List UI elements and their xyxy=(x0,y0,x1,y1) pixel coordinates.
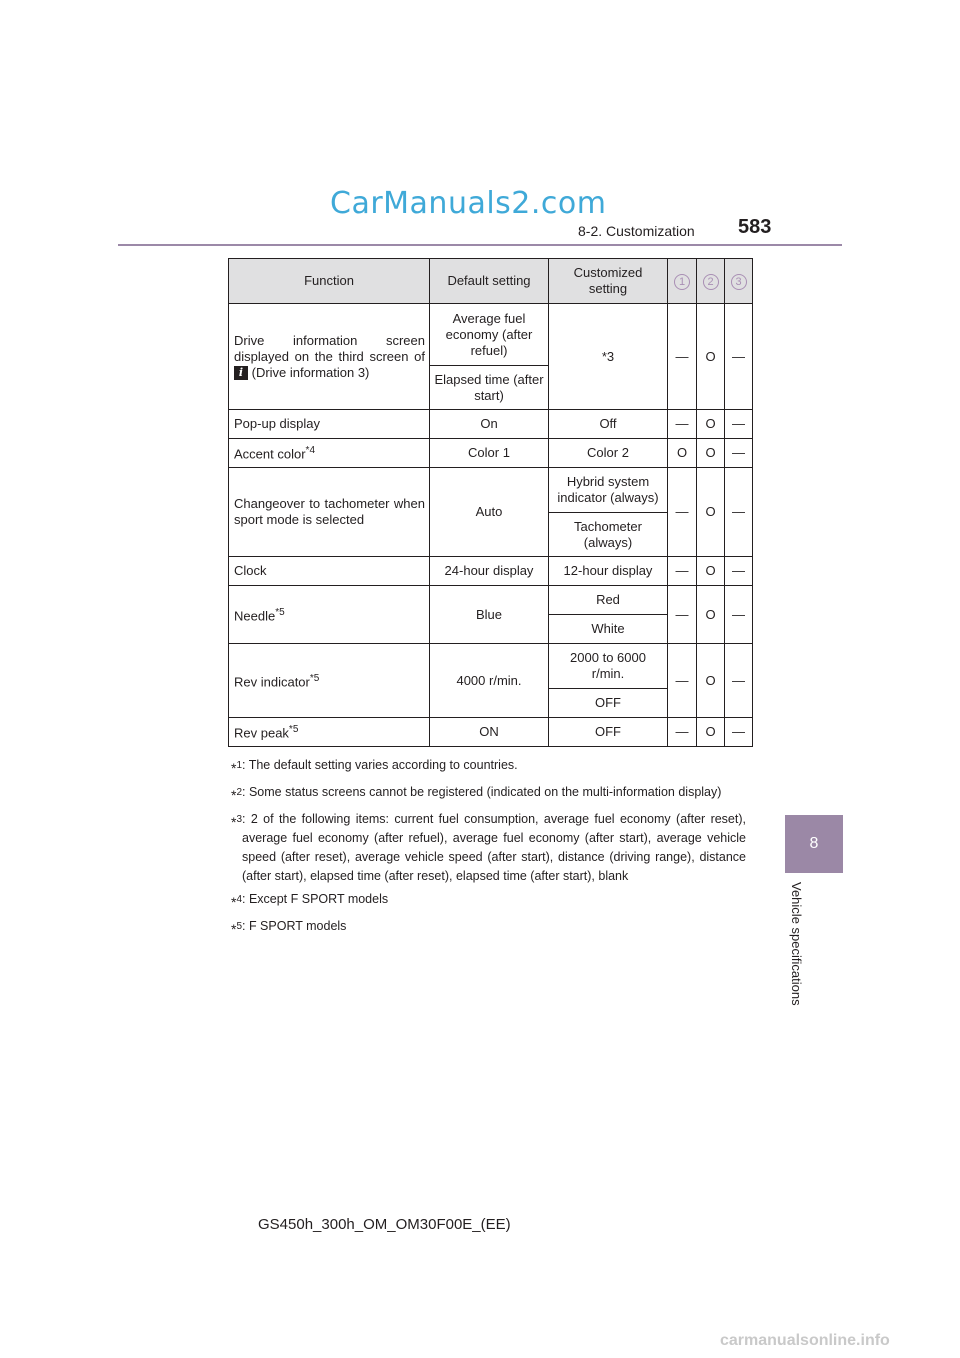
header-divider xyxy=(118,244,842,246)
header-customized: Customized setting xyxy=(549,259,668,304)
header-function: Function xyxy=(229,259,430,304)
footnote-2: *$^2$ : Some status screens cannot be registered (indicated on the multi-information display) xyxy=(230,785,722,804)
table-row: Tachometer (always) xyxy=(229,513,753,557)
circled-2-icon: 2 xyxy=(703,274,719,290)
footnotes xyxy=(220,756,746,945)
table-row: OFF xyxy=(229,689,753,718)
footnote-1: *$^1$ : The default setting varies according to countries. xyxy=(230,758,518,777)
default-cell: Average fuel economy (after refuel) xyxy=(430,304,549,366)
document-code: GS450h_300h_OM_OM30F00E_(EE) xyxy=(258,1216,511,1233)
table-row: Changeover to tachometer when sport mode is selected Auto Hybrid system indicator (always) — O — xyxy=(229,468,753,513)
function-cell: Drive information screen displayed on the third screen of i (Drive information 3) xyxy=(229,304,430,410)
chapter-tab[interactable]: 8 xyxy=(785,815,843,873)
customization-table xyxy=(228,258,753,747)
info-icon: i xyxy=(234,366,248,380)
table-row: White xyxy=(229,615,753,644)
header-default: Default setting xyxy=(430,259,549,304)
function-cell: Accent color$^{*4}$ xyxy=(229,439,430,468)
table-row: Drive information screen displayed on the third screen of i (Drive information 3) Average fuel economy (after refuel) *3 — O — xyxy=(229,304,753,366)
function-cell: Pop-up display xyxy=(229,410,430,439)
customized-cell: *3 xyxy=(549,304,668,410)
table-row: Pop-up display On Off — O — xyxy=(229,410,753,439)
table-row: Clock 24-hour display 12-hour display — O — xyxy=(229,557,753,586)
circled-3-icon: 3 xyxy=(731,274,747,290)
function-cell: Rev peak$^{*5}$ xyxy=(229,718,430,747)
watermark-logo-bottom: carmanualsonline.info xyxy=(720,1332,890,1349)
table-header-row xyxy=(229,259,753,304)
page-number: 583 xyxy=(738,216,772,238)
table-row: Needle$^{*5}$ Blue Red — O — xyxy=(229,586,753,615)
chapter-label: Vehicle specifications xyxy=(789,882,804,1006)
function-cell: Needle$^{*5}$ xyxy=(229,586,430,644)
circled-1-icon: 1 xyxy=(674,274,690,290)
function-cell: Changeover to tachometer when sport mode is selected xyxy=(229,468,430,557)
table-row: Rev peak$^{*5}$ ON OFF — O — xyxy=(229,718,753,747)
footnote-5: *$^5$ : F SPORT models xyxy=(230,919,347,938)
table-row: Accent color$^{*4}$ Color 1 Color 2 O O — xyxy=(229,439,753,468)
watermark-logo-top: CarManuals2.com xyxy=(330,186,607,221)
footnote-3: *$^3$ : 2 of the following items: current fuel consumption, average fuel economy (after reset), average fuel economy (after refuel), average fuel economy (after start), average vehicle speed (after reset), average vehicle speed (after start), distance (driving range), distance (after start), elapsed time (after reset), elapsed time (after start), blank xyxy=(230,812,746,884)
section-title: 8-2. Customization xyxy=(578,223,695,239)
footnote-4: *$^4$ : Except F SPORT models xyxy=(230,892,389,911)
table-row: Rev indicator$^{*5}$ 4000 r/min. 2000 to 6000 r/min. — O — xyxy=(229,644,753,689)
function-cell: Rev indicator$^{*5}$ xyxy=(229,644,430,718)
default-cell: Elapsed time (after start) xyxy=(430,366,549,410)
function-cell: Clock xyxy=(229,557,430,586)
